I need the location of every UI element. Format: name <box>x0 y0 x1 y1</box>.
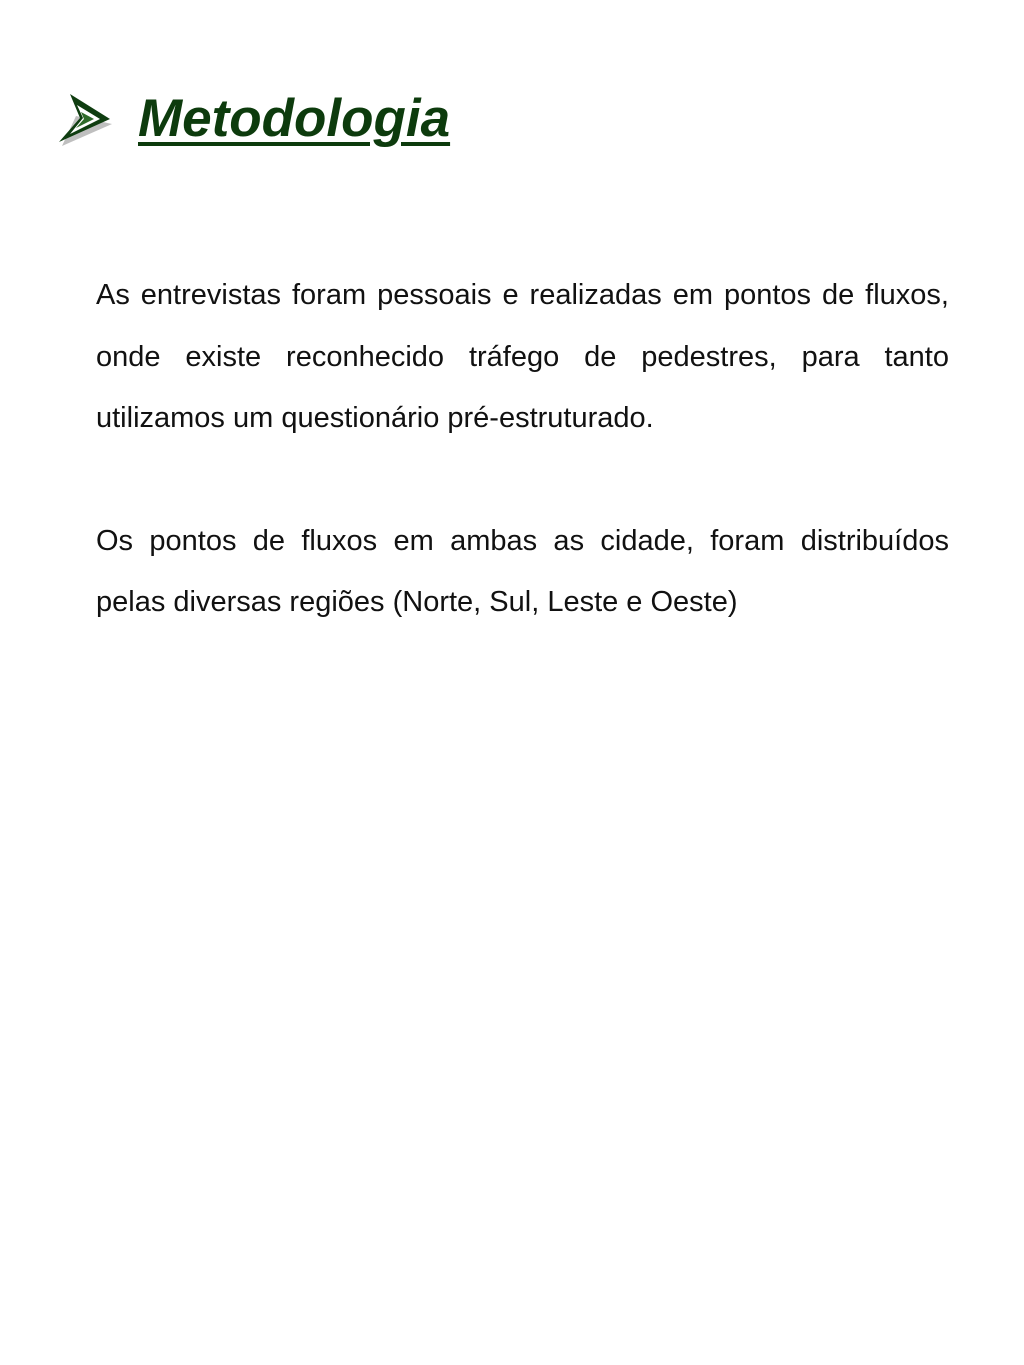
paragraph-interviews: As entrevistas foram pessoais e realizadas em pontos de fluxos, onde existe reconhecido tráfego de pedestres, para tanto utilizamos um questionário pré-estruturado. <box>96 279 949 434</box>
arrow-bullet-icon <box>56 88 114 148</box>
page-title: Metodologia <box>138 88 451 148</box>
page-heading <box>56 88 450 148</box>
body-content <box>96 265 949 634</box>
paragraph-flow-points: Os pontos de fluxos em ambas as cidade, foram distribuídos pelas diversas regiões (Norte, Sul, Leste e Oeste) <box>96 524 949 618</box>
